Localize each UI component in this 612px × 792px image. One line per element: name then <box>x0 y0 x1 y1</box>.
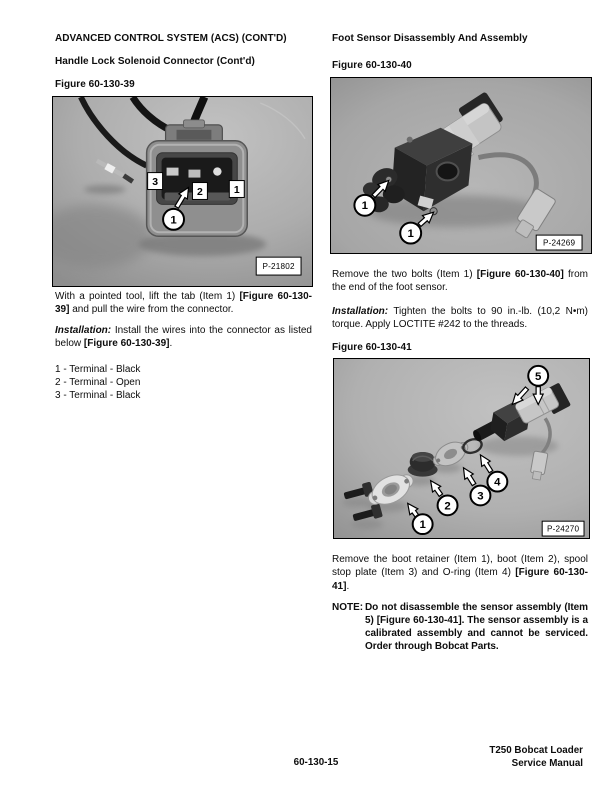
para-remove-boot-pre: Remove the boot retainer (Item 1), boot (Item 2), spool stop plate (Item 3) and O-ring (Item 4) <box>332 554 588 579</box>
tool-shadow <box>84 185 126 194</box>
figure-41-photo <box>333 358 590 539</box>
photo-id-box <box>542 521 584 536</box>
photo-id-label: P-21802 <box>262 262 295 272</box>
terminal-box-2 <box>192 183 207 200</box>
installation-label-2: Installation: <box>332 306 389 317</box>
boot-part <box>408 452 438 477</box>
figure-39-photo <box>52 96 313 287</box>
terminal-contact-3 <box>167 168 179 176</box>
footer-page-number: 60-130-15 <box>293 757 339 768</box>
photo-id-box <box>256 257 301 275</box>
note-text: Do not disassemble the sensor assembly (Item 5) [Figure 60-130-41]. The sensor assembly is a calibrated assembly and cannot be serviced. Order through Bobcat Parts. <box>365 602 588 652</box>
terminal-box-2-label: 2 <box>197 186 203 198</box>
callout-circle-5-label: 5 <box>535 370 542 383</box>
figure-39-caption: Figure 60-130-39 <box>55 79 135 90</box>
note-block <box>332 601 588 653</box>
callout-circle-bolt-2-label: 1 <box>407 228 414 241</box>
photo-id-label: P-24270 <box>546 524 580 534</box>
terminal-box-3 <box>148 173 163 190</box>
callout-circle-bolt-1 <box>354 195 375 216</box>
subsection-heading-handle-lock: Handle Lock Solenoid Connector (Cont'd) <box>55 56 255 67</box>
sensor-boss <box>437 163 459 181</box>
para-installation-left <box>55 324 312 351</box>
callout-circle-1-label: 1 <box>419 519 426 532</box>
terminal-box-3-label: 3 <box>152 177 159 189</box>
photo-id-box <box>536 235 582 250</box>
note-label: NOTE: <box>332 602 364 613</box>
figure-40-reference: [Figure 60-130-40] <box>476 269 564 280</box>
callout-circle-2 <box>438 495 458 515</box>
callout-circle-3-label: 3 <box>477 490 484 503</box>
callout-circle-4 <box>487 472 507 492</box>
section-heading-foot-sensor: Foot Sensor Disassembly And Assembly <box>332 33 528 44</box>
terminal-box-1-label: 1 <box>233 184 240 196</box>
terminal-list-item-2: 2 - Terminal - Open <box>55 377 141 388</box>
para-installation-right-post: Tighten the bolts to 90 in.-lb. (10,2 N•m) torque. Apply LOCTITE #242 to the threads. <box>332 306 588 331</box>
para-remove-boot <box>332 553 588 593</box>
figure-39-reference: [Figure 60-130-39] <box>55 291 312 316</box>
para-remove-bolts <box>332 268 588 295</box>
figure-41-reference: [Figure 60-130-41] <box>332 567 588 592</box>
photo-id-label: P-24269 <box>542 238 576 248</box>
disassembly-photo-illustration <box>334 359 589 538</box>
figure-41-caption: Figure 60-130-41 <box>332 342 412 353</box>
callout-circle-4-label: 4 <box>494 476 501 489</box>
para-installation-right <box>332 305 588 332</box>
callout-circle-1 <box>163 209 184 230</box>
callout-circle-1-label: 1 <box>170 214 177 227</box>
terminal-list <box>55 363 312 402</box>
callout-circle-bolt-2 <box>400 223 421 244</box>
connector-photo-illustration <box>53 97 312 286</box>
callout-circle-3 <box>470 486 490 506</box>
para-remove-tab <box>55 290 312 317</box>
block-bolt-top <box>407 137 413 143</box>
callout-circle-1 <box>413 514 433 534</box>
terminal-contact-1 <box>213 167 221 175</box>
installation-label: Installation: <box>55 325 112 336</box>
para-remove-tab-post: and pull the wire from the connector. <box>69 304 234 316</box>
figure-40-caption: Figure 60-130-40 <box>332 60 412 71</box>
para-remove-bolts-post: from the end of the foot sensor. <box>332 269 589 294</box>
callout-circle-2-label: 2 <box>444 500 451 513</box>
terminal-box-1 <box>229 181 244 198</box>
para-remove-boot-post: . <box>346 580 350 592</box>
foot-sensor-photo-illustration <box>331 78 591 253</box>
figure-40-photo <box>330 77 592 254</box>
latch-tab <box>183 120 204 128</box>
terminal-list-item-1: 1 - Terminal - Black <box>55 364 141 375</box>
section-heading-acs: ADVANCED CONTROL SYSTEM (ACS) (CONT'D) <box>55 33 287 44</box>
footer-doc-title-line1: T250 Bobcat Loader <box>489 745 583 756</box>
callout-circle-bolt-1-label: 1 <box>361 200 369 213</box>
callout-circle-5 <box>528 366 548 386</box>
latch-slot <box>177 130 212 140</box>
footer-doc-title-line2: Service Manual <box>511 758 583 769</box>
figure-39-reference-2: [Figure 60-130-39] <box>83 338 170 350</box>
para-installation-mid: Install the wires into the connector as listed below <box>55 325 312 350</box>
para-remove-tab-pre: With a pointed tool, lift the tab (Item 1) <box>55 291 240 302</box>
para-installation-post: . <box>169 338 173 350</box>
para-remove-bolts-pre: Remove the two bolts (Item 1) <box>332 269 477 280</box>
terminal-contact-2 <box>188 170 200 178</box>
terminal-list-item-3: 3 - Terminal - Black <box>55 390 141 401</box>
